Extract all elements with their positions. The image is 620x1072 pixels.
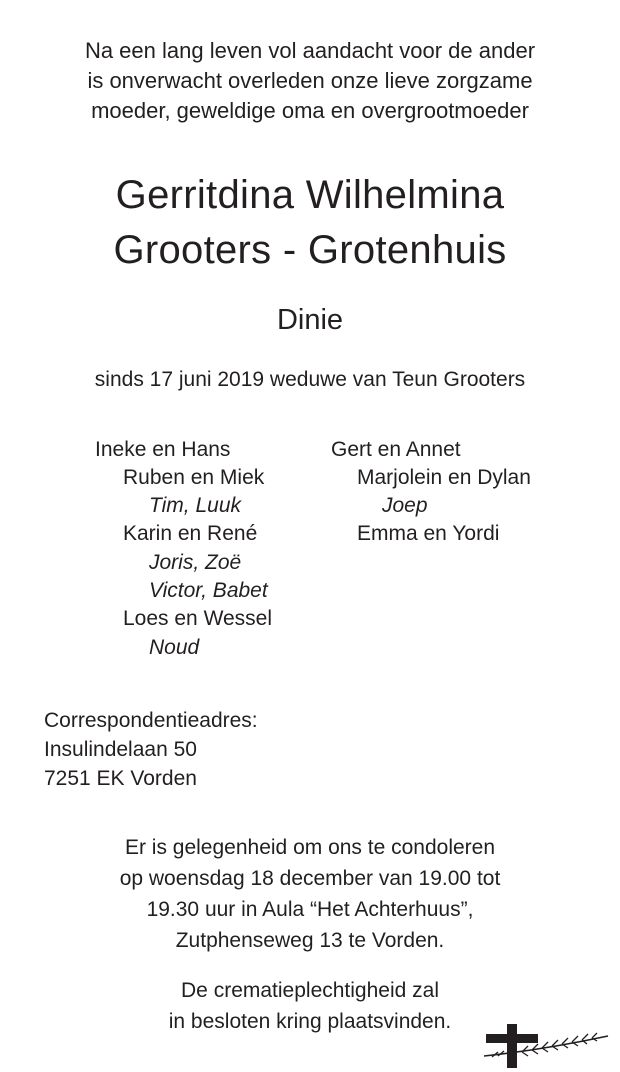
intro-line: Na een lang leven vol aandacht voor de ander [84,38,536,63]
cross-with-palm-branch-icon [482,1012,614,1068]
widow-since-text: sinds 17 juni 2019 weduwe van Teun Grooters [94,368,526,391]
cremation-line: in besloten kring plaatsvinden. [168,1010,452,1033]
grandchildren: Noud [149,636,200,659]
grandchildren: Victor, Babet [149,579,268,602]
grandchildren: Joris, Zoë [149,551,242,574]
family-member: Ineke en Hans [95,438,231,461]
grandchildren: Joep [382,494,428,517]
address-label: Correspondentieadres: [44,709,258,732]
condolence-line: Er is gelegenheid om ons te condoleren [124,836,496,859]
deceased-nickname: Dinie [276,304,344,336]
condolence-line: 19.30 uur in Aula “Het Achterhuus”, [146,898,474,921]
family-member: Loes en Wessel [123,607,273,630]
intro-text [0,36,620,126]
intro-line: is onverwacht overleden onze lieve zorgzame [87,68,533,93]
deceased-name-line1: Gerritdina Wilhelmina [115,173,505,217]
family-member: Emma en Yordi [357,522,500,545]
address-city: 7251 EK Vorden [44,767,197,790]
grandchildren: Tim, Luuk [149,494,242,517]
condolence-line: op woensdag 18 december van 19.00 tot [119,867,501,890]
address-street: Insulindelaan 50 [44,738,197,761]
family-member: Ruben en Miek [123,466,265,489]
family-member: Karin en René [123,522,258,545]
intro-line: moeder, geweldige oma en overgrootmoeder [91,98,529,123]
cremation-line: De crematieplechtigheid zal [181,979,439,1002]
condolence-line: Zutphenseweg 13 te Vorden. [175,929,445,952]
family-member: Marjolein en Dylan [357,466,531,489]
deceased-name-line2: Grooters - Grotenhuis [113,228,507,272]
condolence-info [0,832,620,956]
family-member: Gert en Annet [331,438,461,461]
deceased-name [0,168,620,278]
correspondence-address [44,706,258,793]
